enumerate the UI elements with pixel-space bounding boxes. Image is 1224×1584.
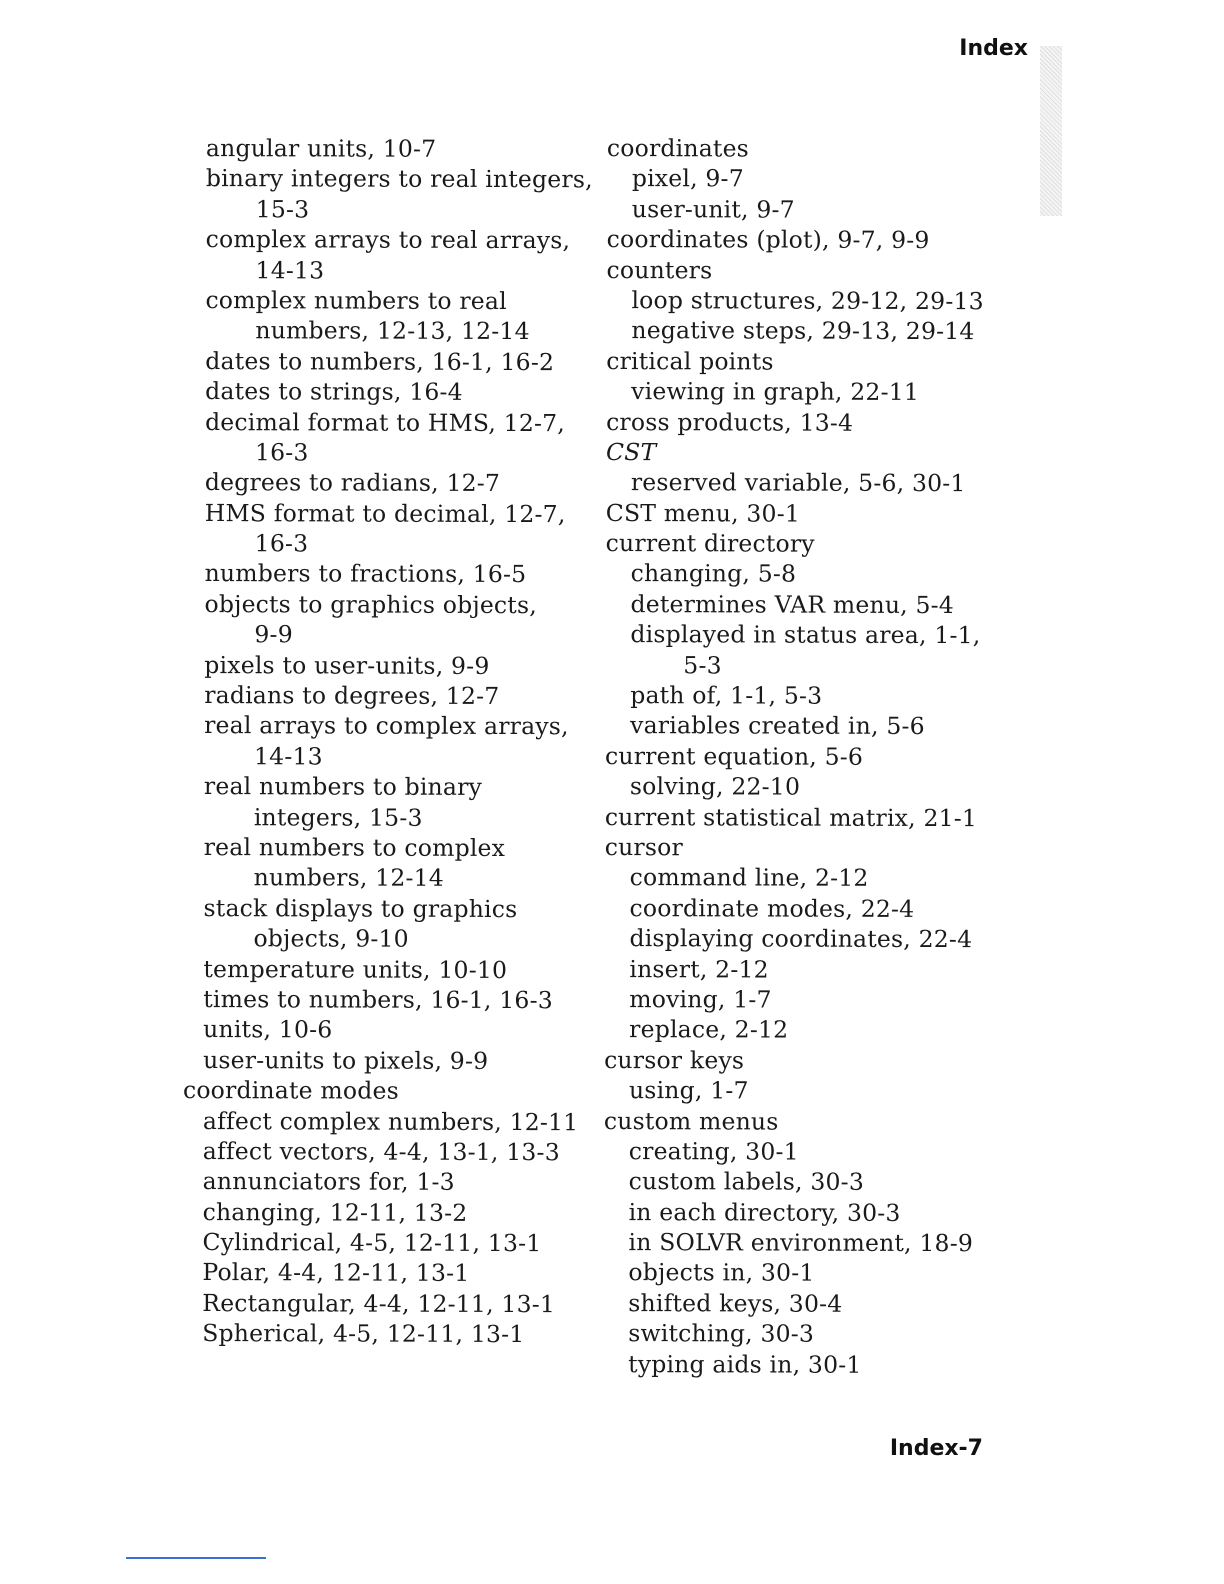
index-subentry: complex numbers to real	[205, 286, 507, 315]
index-subentry: moving, 1-7	[629, 985, 772, 1014]
index-subentry: numbers to fractions, 16-5	[204, 559, 527, 589]
index-continuation: 16-3	[254, 438, 309, 467]
index-subentry: times to numbers, 16-1, 16-3	[203, 984, 553, 1015]
index-subentry: affect vectors, 4-4, 13-1, 13-3	[202, 1136, 560, 1167]
index-subentry: real numbers to binary	[203, 772, 483, 802]
index-entry: critical points	[606, 346, 774, 376]
index-entry: cross products, 13-4	[606, 407, 854, 437]
index-subentry: dates to strings, 16-4	[205, 377, 463, 406]
index-entry: counters	[606, 255, 713, 284]
index-subentry: user-units to pixels, 9-9	[203, 1045, 489, 1075]
index-subentry: Polar, 4-4, 12-11, 13-1	[202, 1258, 470, 1288]
bottom-rule	[126, 1557, 266, 1559]
index-subentry: temperature units, 10-10	[203, 954, 508, 984]
index-subentry: Spherical, 4-5, 12-11, 13-1	[202, 1319, 525, 1349]
index-continuation: 14-13	[255, 255, 325, 284]
index-subentry: HMS format to decimal, 12-7,	[204, 498, 566, 528]
index-subentry: coordinate modes, 22-4	[629, 893, 915, 923]
index-subentry: dates to numbers, 16-1, 16-2	[205, 346, 555, 376]
index-subentry: custom labels, 30-3	[628, 1167, 865, 1197]
index-subentry: pixels to user-units, 9-9	[204, 650, 490, 680]
index-subentry: user-unit, 9-7	[631, 194, 795, 224]
index-column-left	[182, 133, 593, 1350]
index-subentry: real numbers to complex	[203, 833, 506, 862]
index-subentry: decimal format to HMS, 12-7,	[205, 407, 566, 437]
index-entry: cursor keys	[604, 1045, 745, 1075]
index-subentry: variables created in, 5-6	[630, 711, 925, 741]
index-continuation: objects, 9-10	[253, 924, 409, 953]
index-subentry: typing aids in, 30-1	[628, 1349, 862, 1379]
index-subentry: annunciators for, 1-3	[202, 1167, 455, 1197]
index-continuation: integers, 15-3	[253, 802, 423, 832]
index-subentry: insert, 2-12	[629, 954, 769, 984]
index-subentry: switching, 30-3	[628, 1319, 815, 1348]
index-subentry: command line, 2-12	[629, 863, 869, 893]
index-continuation: 15-3	[255, 195, 310, 224]
index-subentry: changing, 5-8	[630, 559, 797, 589]
index-subentry: displayed in status area, 1-1,	[630, 620, 981, 650]
index-subentry: angular units, 10-7	[205, 134, 437, 163]
index-subentry: replace, 2-12	[629, 1015, 789, 1044]
index-subentry: radians to degrees, 12-7	[204, 681, 500, 711]
page-header-title: Index	[959, 36, 1028, 61]
index-subentry: creating, 30-1	[628, 1136, 799, 1166]
index-entry: coordinates	[606, 134, 750, 163]
index-subentry: loop structures, 29-12, 29-13	[631, 286, 984, 316]
index-subentry: shifted keys, 30-4	[628, 1288, 843, 1318]
index-continuation: 5-3	[683, 650, 722, 680]
index-subentry: Rectangular, 4-4, 12-11, 13-1	[202, 1288, 556, 1319]
index-subentry: path of, 1-1, 5-3	[630, 681, 823, 710]
index-subentry: real arrays to complex arrays,	[204, 711, 569, 741]
index-column-right	[603, 133, 1007, 1380]
index-continuation: numbers, 12-13, 12-14	[255, 316, 530, 346]
index-entry: current directory	[605, 529, 815, 558]
index-entry: current statistical matrix, 21-1	[604, 802, 978, 832]
index-subentry: degrees to radians, 12-7	[204, 468, 501, 498]
index-subentry: units, 10-6	[203, 1015, 333, 1044]
index-continuation: numbers, 12-14	[253, 863, 445, 893]
page-footer-number: Index-7	[889, 1436, 983, 1461]
index-continuation: 16-3	[254, 529, 309, 558]
index-subentry: in each directory, 30-3	[628, 1197, 901, 1227]
index-subentry: changing, 12-11, 13-2	[202, 1197, 468, 1227]
index-subentry: affect complex numbers, 12-11	[202, 1106, 579, 1136]
index-continuation: 9-9	[254, 620, 293, 649]
index-subentry: viewing in graph, 22-11	[631, 377, 920, 407]
index-continuation: 14-13	[253, 742, 323, 771]
index-subentry: displaying coordinates, 22-4	[629, 924, 973, 954]
index-subentry: complex arrays to real arrays,	[205, 225, 571, 255]
index-subentry: solving, 22-10	[629, 772, 801, 801]
index-subentry: stack displays to graphics	[203, 893, 518, 923]
index-subentry: using, 1-7	[628, 1076, 749, 1105]
index-entry: coordinates (plot), 9-7, 9-9	[606, 225, 930, 255]
index-subentry: determines VAR menu, 5-4	[630, 589, 955, 619]
index-subentry: in SOLVR environment, 18-9	[628, 1228, 974, 1258]
index-subentry: binary integers to real integers,	[205, 164, 593, 194]
index-subentry: objects in, 30-1	[628, 1258, 815, 1288]
index-entry: CST menu, 30-1	[605, 498, 801, 528]
index-subentry: negative steps, 29-13, 29-14	[631, 316, 975, 346]
index-thumb-tab	[1040, 46, 1062, 216]
index-entry: coordinate modes	[182, 1076, 399, 1105]
index-subentry: reserved variable, 5-6, 30-1	[630, 468, 966, 498]
index-entry: current equation, 5-6	[604, 741, 864, 771]
index-entry: CST	[605, 437, 657, 467]
index-subentry: Cylindrical, 4-5, 12-11, 13-1	[202, 1228, 542, 1258]
index-subentry: pixel, 9-7	[631, 164, 744, 193]
index-entry: cursor	[604, 832, 683, 862]
index-entry: custom menus	[603, 1106, 779, 1136]
index-subentry: objects to graphics objects,	[204, 589, 537, 619]
